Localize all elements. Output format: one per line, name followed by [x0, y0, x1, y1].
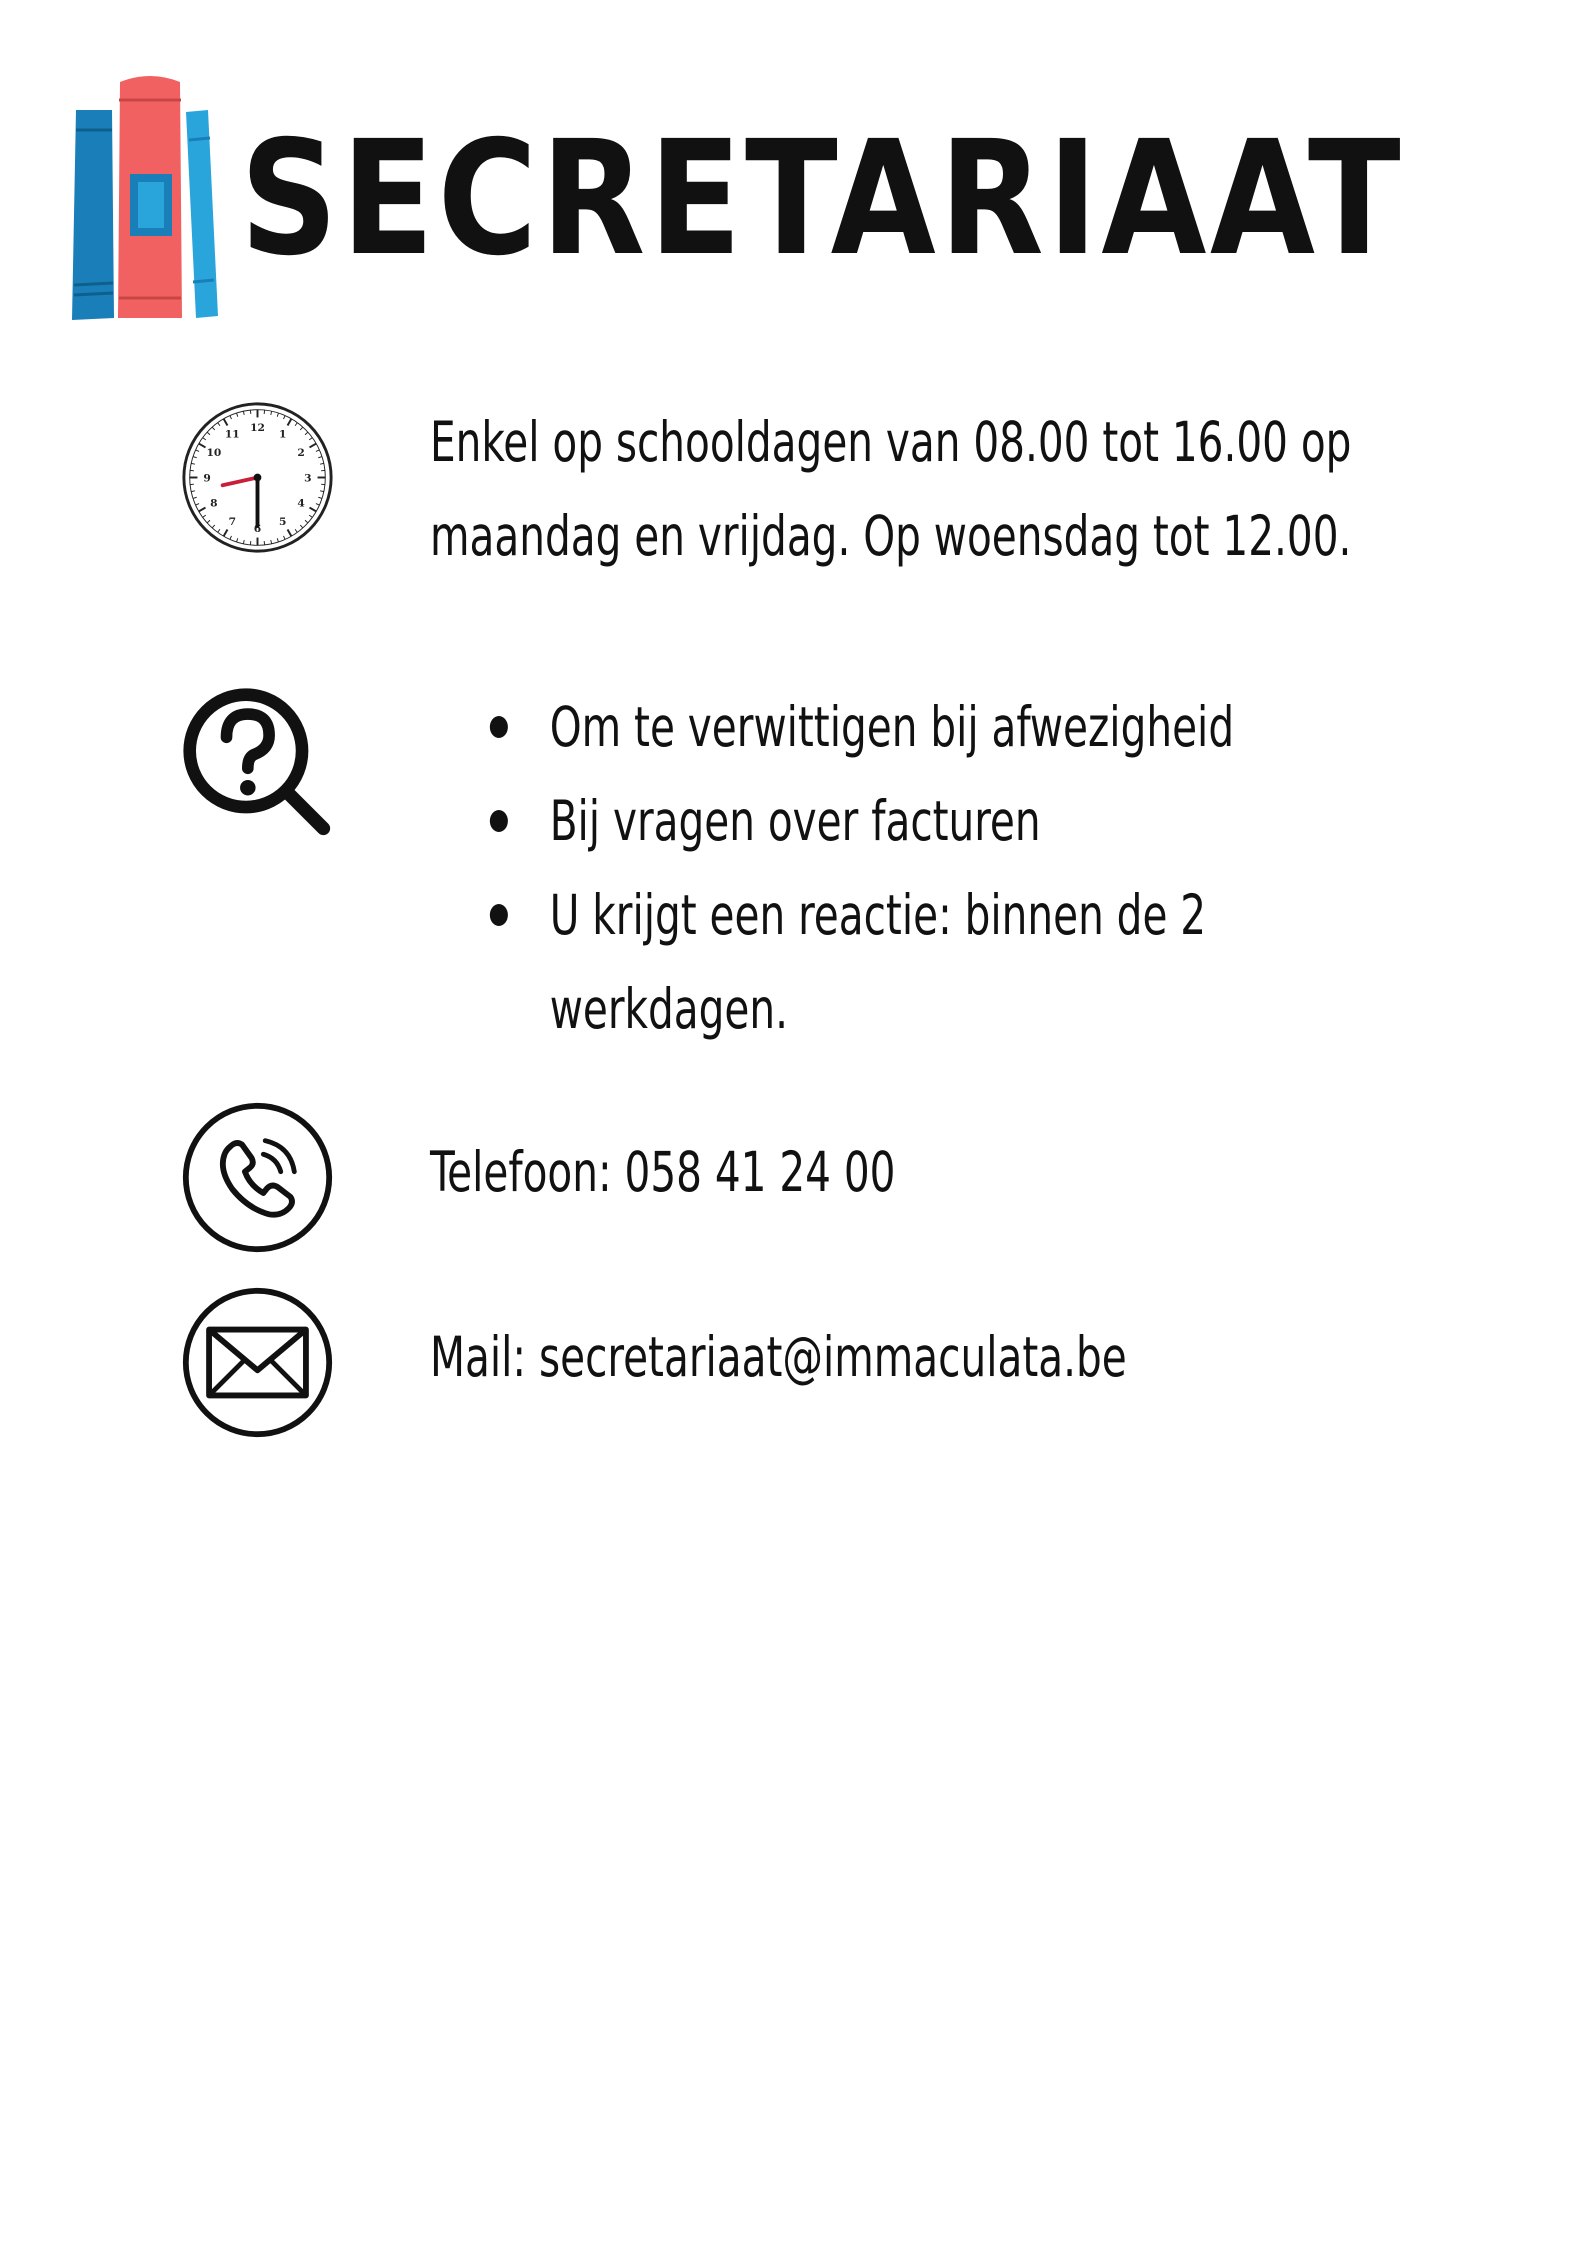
- clock-numeral: 6: [253, 521, 262, 535]
- clock-numeral: 12: [250, 421, 265, 434]
- clock-numeral: 2: [297, 446, 305, 460]
- list-item: [480, 680, 1234, 774]
- opening-hours-text: [430, 395, 1351, 583]
- books-logo-icon: [62, 70, 232, 325]
- phone-row: [0, 1100, 1587, 1260]
- opening-hours-line-1: Enkel op schooldagen van 08.00 tot 16.00 op: [430, 410, 1352, 474]
- list-item: [480, 868, 1234, 1056]
- clock-numeral: 3: [304, 471, 312, 485]
- phone-text: Telefoon: 058 41 24 00: [430, 1140, 896, 1204]
- mail-icon: [180, 1285, 335, 1440]
- mail-row: [0, 1285, 1587, 1445]
- header: [62, 70, 1462, 330]
- clock-numeral: 7: [228, 515, 237, 529]
- clock-numeral: 5: [278, 515, 287, 529]
- clock-numeral: 11: [224, 427, 240, 441]
- list-item-text: U krijgt een reactie: binnen de 2: [549, 883, 1207, 947]
- opening-hours-line-2: maandag en vrijdag. Op woensdag tot 12.00.: [430, 504, 1352, 568]
- list-item-text-continued: werkdagen.: [549, 977, 788, 1041]
- list-item-text: Bij vragen over facturen: [549, 789, 1041, 853]
- page-title: SECRETARIAAT: [240, 107, 1405, 291]
- list-item: [480, 774, 1234, 868]
- opening-hours-row: [0, 395, 1587, 595]
- clock-numeral: 4: [297, 496, 305, 510]
- phone-icon: [180, 1100, 335, 1255]
- mail-text: Mail: secretariaat@immaculata.be: [430, 1325, 1127, 1389]
- clock-numeral: 10: [206, 446, 222, 460]
- clock-icon: [180, 400, 335, 555]
- list-item-text: Om te verwittigen bij afwezigheid: [549, 695, 1235, 759]
- clock-numeral: 9: [203, 471, 211, 485]
- question-magnifier-icon: [180, 685, 335, 840]
- questions-row: [0, 680, 1587, 1060]
- clock-numeral: 1: [278, 427, 287, 441]
- questions-list: [480, 680, 1234, 1056]
- clock-numeral: 8: [210, 496, 218, 510]
